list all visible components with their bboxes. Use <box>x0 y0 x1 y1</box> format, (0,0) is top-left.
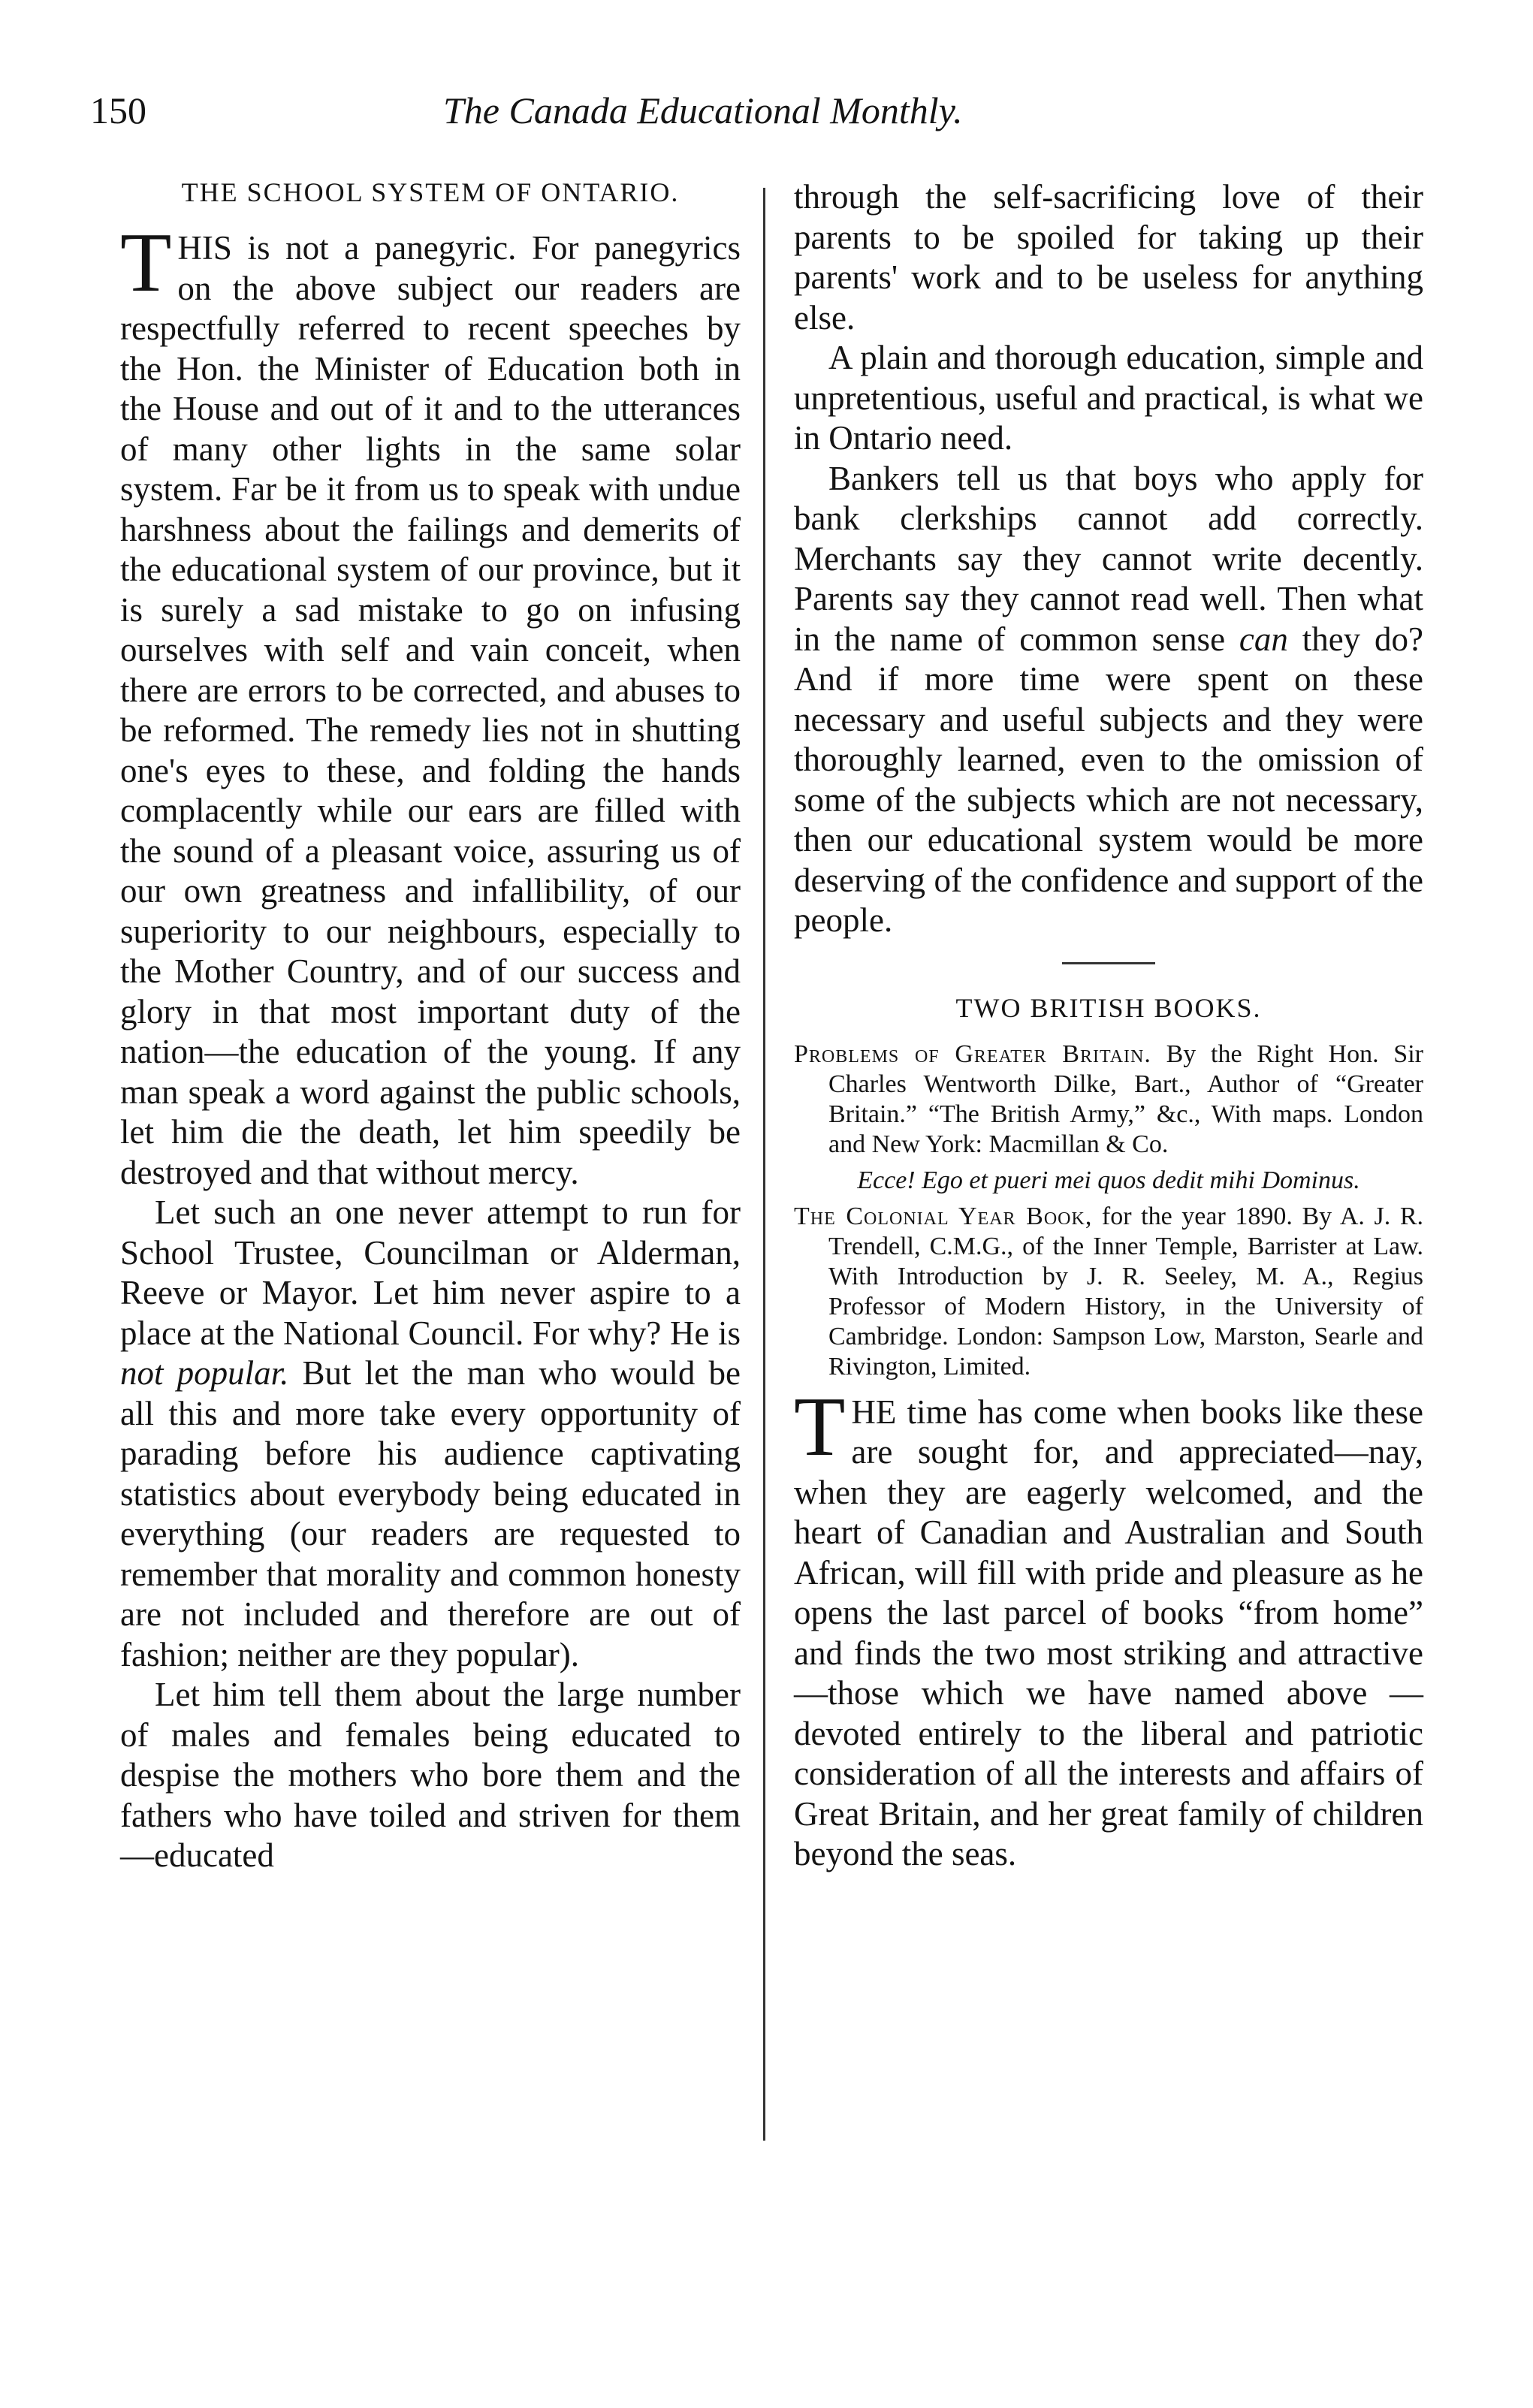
paragraph <box>794 459 1423 941</box>
paragraph: THE time has come when books like these are sought for, and appreciated—nay, when they are eagerly welcomed, and the heart of Canadian and Australian and South African, will fill with pride and pleasure as he opens the last parcel of books “from home” and finds the two most striking and attractive —those which we have named above —devoted entirely to the liberal and patriotic consideration of all the interests and affairs of Great Britain, and her great family of children beyond the seas. <box>794 1380 1423 1872</box>
book-details: By the Right Hon. Sir Charles Wentworth Dilke, Bart., Author of “Greater Britain.” “The British Army,” &c., With maps. London and New York: Macmillan & Co. <box>828 1040 1423 1158</box>
paragraph-text: Let such an one never attempt to run for School Trustee, Councilman or Alderman, Reeve or Mayor. Let him never aspire to a place at the National Council. For why? He is <box>120 1193 741 1352</box>
paragraph: THIS is not a panegyric. For panegyrics on the above subject our readers are respectfully referred to recent speeches by the Hon. the Minister of Education both in the House and out of it and to the utterances of many other lights in the same solar system. Far be it from us to speak with undue harshness about the failings and demerits of the educational system of our province, but it is surely a sad mistake to go on infusing ourselves with self and vain conceit, when there are errors to be corrected, and abuses to be reformed. The remedy lies not in shutting one's eyes to these, and folding the hands complacently while our ears are filled with the sound of a pleasant voice, assuring us of our own greatness and infallibility, of our superiority to our neighbours, especially to the Mother Country, and of our success and glory in that most important duty of the nation—the education of the young. If any man speak a word against the public schools, let him die the death, let him speedily be destroyed and that without mercy. <box>120 216 741 1191</box>
paragraph-text: they do? And if more time were spent on these necessary and useful subjects and they were thoroughly learned, even to the omission of some of the subjects which are not necessary, then our educational system would be more deserving of the confidence and support of the people. <box>794 620 1423 939</box>
article-title-british-books: TWO BRITISH BOOKS. <box>955 992 1262 1023</box>
book-title: Problems of Greater Britain. <box>794 1040 1151 1068</box>
emphasis-text: not popular. <box>120 1354 289 1392</box>
book-entry <box>794 1040 1423 1160</box>
left-column <box>120 177 741 1876</box>
article-title-school-system: THE SCHOOL SYSTEM OF ONTARIO. <box>181 177 680 207</box>
paragraph: A plain and thorough education, simple and unpretentious, useful and practical, is what we in Ontario need. <box>794 339 1423 457</box>
emphasis-text: can <box>1239 620 1288 658</box>
page-number: 150 <box>90 89 146 131</box>
paragraph: Let him tell them about the large number of males and females being educated to despise the mothers who bore them and the fathers who have toiled and striven for them—educated <box>120 1676 741 1874</box>
book-title: The Colonial Year Book, <box>794 1202 1093 1230</box>
paragraph-text: Bankers tell us that boys who apply for bank clerkships cannot add correctly. Merchants say they cannot write decently. Parents say they cannot read well. Then what in the name of common sense <box>794 459 1423 658</box>
right-column <box>794 177 1423 1875</box>
paragraph <box>120 1193 741 1675</box>
paragraph: through the self-sacrificing love of their parents to be spoiled for taking up their parents' work and to be useless for anything else. <box>794 178 1423 336</box>
column-divider <box>763 188 765 2141</box>
paragraph-text: But let the man who would be all this and more take every opportunity of parading before his audience captivating statistics about everybody being educated in everything (our readers are requested to remember that morality and common honesty are not included and therefore are out of fashion; neither are they popular). <box>120 1354 741 1673</box>
book-entry <box>794 1202 1423 1382</box>
running-title: The Canada Educational Monthly. <box>443 89 963 131</box>
section-rule <box>1062 962 1155 964</box>
book-details: for the year 1890. By A. J. R. Trendell, C.M.G., of the Inner Temple, Barrister at Law. With Introduction by J. R. Seeley, M. A., Regius Professor of Modern History, in the University of Cambridge. London: Sampson Low, Marston, Searle and Rivington, Limited. <box>828 1202 1424 1381</box>
latin-motto: Ecce! Ego et pueri mei quos dedit mihi Dominus. <box>857 1166 1360 1194</box>
page-header <box>90 89 1450 141</box>
